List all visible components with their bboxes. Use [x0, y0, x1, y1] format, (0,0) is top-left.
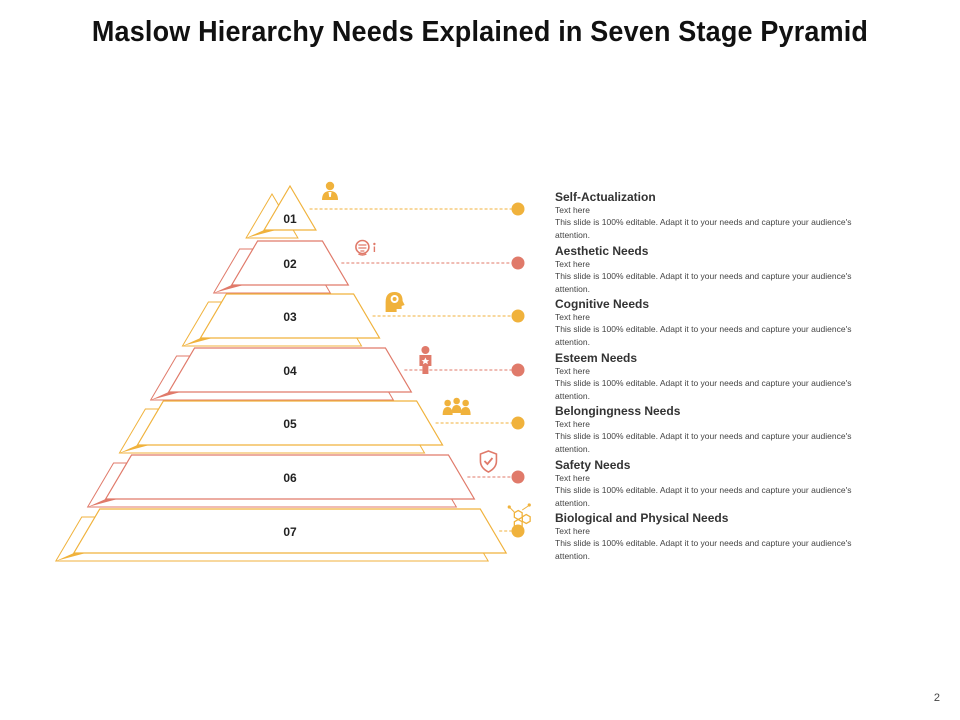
stage-text-block — [555, 458, 865, 510]
pyramid-layer-02 — [214, 241, 349, 293]
stage-description: This slide is 100% editable. Adapt it to your needs and capture your audience's attention. — [555, 324, 852, 347]
connector-dot — [512, 257, 525, 270]
stage-text-block — [555, 244, 865, 296]
stage-subtitle: Text here — [555, 526, 590, 536]
stage-subtitle: Text here — [555, 259, 590, 269]
layer-number: 02 — [283, 257, 297, 271]
stage-description: This slide is 100% editable. Adapt it to your needs and capture your audience's attention. — [555, 485, 852, 508]
group-icon — [443, 398, 471, 415]
stage-text-block — [555, 511, 865, 563]
pyramid-layer-07 — [56, 509, 506, 561]
pyramid-layer-06 — [88, 455, 475, 507]
stage-subtitle: Text here — [555, 366, 590, 376]
stage-title: Esteem Needs — [555, 351, 638, 365]
layer-number: 03 — [283, 310, 297, 324]
stage-subtitle: Text here — [555, 419, 590, 429]
connector-dot — [512, 417, 525, 430]
stage-text-block — [555, 190, 865, 242]
stage-text-block — [555, 351, 865, 403]
connector-dot — [512, 203, 525, 216]
stage-title: Self-Actualization — [555, 190, 656, 204]
layer-number: 05 — [283, 417, 297, 431]
page-number: 2 — [933, 692, 940, 704]
pyramid-layer-03 — [182, 294, 379, 346]
connector-dot — [512, 310, 525, 323]
pyramid-layer-05 — [119, 401, 442, 453]
slide-title: Maslow Hierarchy Needs Explained in Seven Stage Pyramid — [91, 16, 869, 48]
head-thoughts-icon — [356, 241, 376, 256]
stage-subtitle: Text here — [555, 312, 590, 322]
shield-check-icon — [480, 451, 496, 472]
stage-description: This slide is 100% editable. Adapt it to your needs and capture your audience's attention. — [555, 378, 852, 401]
person-icon — [322, 182, 338, 200]
stage-subtitle: Text here — [555, 473, 590, 483]
head-gear-icon — [386, 292, 405, 312]
stage-title: Aesthetic Needs — [555, 244, 649, 258]
stage-title: Safety Needs — [555, 458, 631, 472]
stage-text-block — [555, 404, 865, 456]
layer-number: 04 — [283, 364, 297, 378]
stage-text-block — [555, 297, 865, 349]
connector-dot — [512, 364, 525, 377]
stage-description: This slide is 100% editable. Adapt it to your needs and capture your audience's attention. — [555, 217, 852, 240]
pyramid-layer-01 — [246, 186, 316, 238]
stage-description: This slide is 100% editable. Adapt it to your needs and capture your audience's attention. — [555, 538, 852, 561]
layer-number: 06 — [283, 471, 297, 485]
pyramid-layer-04 — [151, 348, 412, 400]
connector-dot — [512, 471, 525, 484]
stage-title: Cognitive Needs — [555, 297, 650, 311]
layer-number: 01 — [283, 212, 297, 226]
stage-description: This slide is 100% editable. Adapt it to your needs and capture your audience's attention. — [555, 271, 852, 294]
stage-title: Belongingness Needs — [555, 404, 681, 418]
stage-description: This slide is 100% editable. Adapt it to your needs and capture your audience's attention. — [555, 431, 852, 454]
stage-title: Biological and Physical Needs — [555, 511, 729, 525]
stage-subtitle: Text here — [555, 205, 590, 215]
layer-number: 07 — [283, 525, 297, 539]
